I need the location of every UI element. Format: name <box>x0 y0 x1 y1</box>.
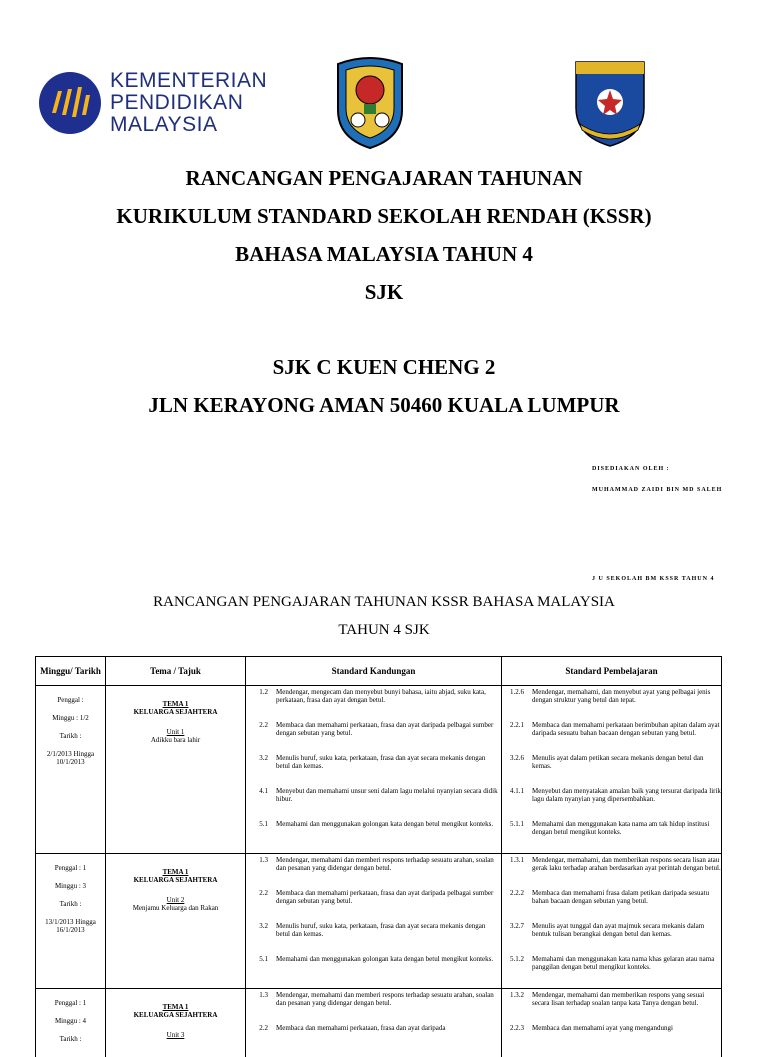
learning-text: Menulis ayat tunggal dan ayat majmuk secara mekanis dalam bentuk tulisan berangkai dengan betul dan kemas. <box>528 922 721 946</box>
table-row <box>36 686 722 854</box>
learning-standard-item <box>502 787 721 811</box>
content-code: 1.2 <box>246 688 272 712</box>
theme-title: TEMA 1 KELUARGA SEJAHTERA <box>106 1003 245 1019</box>
learning-standard-cell <box>502 686 722 854</box>
content-code: 1.3 <box>246 991 272 1015</box>
learning-code: 4.1.1 <box>502 787 528 811</box>
table-row <box>36 989 722 1057</box>
week-cell <box>36 686 106 854</box>
header-content-standard: Standard Kandungan <box>246 657 502 686</box>
content-standard-item <box>246 820 501 844</box>
content-standard-item <box>246 721 501 745</box>
content-text: Membaca dan memahami perkataan, frasa dan ayat daripada <box>272 1024 501 1048</box>
learning-standard-item <box>502 991 721 1015</box>
week-text: Tarikh : <box>36 732 105 740</box>
learning-text: Menulis ayat dalam petikan secara mekanis dengan betul dan kemas. <box>528 754 721 778</box>
table-row <box>36 854 722 989</box>
content-code: 2.2 <box>246 889 272 913</box>
crest-icon <box>330 50 410 150</box>
content-standard-item <box>246 922 501 946</box>
learning-text: Menyebut dan menyatakan amalan baik yang tersurat daripada lirik lagu dalam nyanyian yang dipersembahkan. <box>528 787 721 811</box>
content-code: 4.1 <box>246 787 272 811</box>
header-theme: Tema / Tajuk <box>106 657 246 686</box>
learning-text: Membaca dan memahami frasa dalam petikan daripada sesuatu bahan bacaan dengan sebutan yang betul. <box>528 889 721 913</box>
learning-code: 1.3.2 <box>502 991 528 1015</box>
learning-standard-item <box>502 688 721 712</box>
content-standard-item <box>246 991 501 1015</box>
kpm-logo <box>38 58 288 148</box>
header-week: Minggu/ Tarikh <box>36 657 106 686</box>
week-text: Tarikh : <box>36 1035 105 1043</box>
learning-code: 3.2.6 <box>502 754 528 778</box>
content-standard-item <box>246 955 501 979</box>
week-text: 13/1/2013 Hingga 16/1/2013 <box>36 918 105 934</box>
content-standard-cell <box>246 989 502 1057</box>
learning-text: Membaca dan memahami ayat yang mengandungi <box>528 1024 721 1048</box>
content-text: Membaca dan memahami perkataan, frasa dan ayat daripada pelbagai sumber dengan sebutan yang betul. <box>272 889 501 913</box>
week-text: Tarikh : <box>36 900 105 908</box>
learning-text: Mendengar, memahami, dan menyebut ayat yang pelbagai jenis dengan struktur yang betul dan tepat. <box>528 688 721 712</box>
content-text: Menulis huruf, suku kata, perkataan, frasa dan ayat secara mekanis dengan betul dan kemas. <box>272 754 501 778</box>
content-text: Membaca dan memahami perkataan, frasa dan ayat daripada pelbagai sumber dengan sebutan yang betul. <box>272 721 501 745</box>
rpt-table <box>35 656 722 1057</box>
title-sjk: SJK <box>0 280 768 305</box>
content-text: Mendengar, memahami dan memberi respons terhadap sesuatu arahan, soalan dan pesanan yang didengar dengan betul. <box>272 991 501 1015</box>
content-code: 5.1 <box>246 820 272 844</box>
content-text: Menulis huruf, suku kata, perkataan, frasa dan ayat secara mekanis dengan betul dan kemas. <box>272 922 501 946</box>
learning-standard-item <box>502 955 721 979</box>
week-cell <box>36 854 106 989</box>
week-text: Minggu : 1/2 <box>36 714 105 722</box>
learning-text: Mendengar, memahami, dan memberikan respons secara lisan atau gerak laku terhadap arahan berdasarkan ayat perintah dengan betul. <box>528 856 721 880</box>
logo-bar <box>0 50 768 150</box>
theme-cell <box>106 686 246 854</box>
content-standard-cell <box>246 686 502 854</box>
theme-title: TEMA 1 KELUARGA SEJAHTERA <box>106 868 245 884</box>
content-code: 3.2 <box>246 922 272 946</box>
week-cell <box>36 989 106 1057</box>
learning-code: 5.1.2 <box>502 955 528 979</box>
title-kssr: KURIKULUM STANDARD SEKOLAH RENDAH (KSSR) <box>0 204 768 229</box>
learning-code: 1.3.1 <box>502 856 528 880</box>
content-text: Memahami dan menggunakan golongan kata dengan betul mengikut konteks. <box>272 820 501 844</box>
kpm-emblem-icon <box>38 71 102 135</box>
title-subject: BAHASA MALAYSIA TAHUN 4 <box>0 242 768 267</box>
kpm-wordmark: KEMENTERIAN PENDIDIKAN MALAYSIA <box>110 70 267 136</box>
school-crest-icon <box>572 58 648 148</box>
week-text: 2/1/2013 Hingga 10/1/2013 <box>36 750 105 766</box>
unit-title: Unit 2 Menjamu Keluarga dan Rakan <box>106 896 245 912</box>
learning-code: 2.2.1 <box>502 721 528 745</box>
content-standard-item <box>246 889 501 913</box>
learning-text: Memahami dan menggunakan kata nama am tak hidup institusi dengan betul mengikut konteks. <box>528 820 721 844</box>
theme-cell <box>106 989 246 1057</box>
content-standard-item <box>246 754 501 778</box>
learning-standard-item <box>502 922 721 946</box>
theme-title: TEMA 1 KELUARGA SEJAHTERA <box>106 700 245 716</box>
content-text: Mendengar, memahami dan memberi respons terhadap sesuatu arahan, soalan dan pesanan yang didengar dengan betul. <box>272 856 501 880</box>
content-code: 2.2 <box>246 1024 272 1048</box>
content-text: Menyebut dan memahami unsur seni dalam lagu melalui nyanyian secara didik hibur. <box>272 787 501 811</box>
learning-code: 1.2.6 <box>502 688 528 712</box>
prepared-label: DISEDIAKAN OLEH : <box>592 466 670 472</box>
content-code: 3.2 <box>246 754 272 778</box>
learning-text: Memahami dan menggunakan kata nama khas gelaran atau nama panggilan dengan betul mengikut konteks. <box>528 955 721 979</box>
learning-standard-cell <box>502 854 722 989</box>
learning-standard-item <box>502 754 721 778</box>
learning-code: 5.1.1 <box>502 820 528 844</box>
doc-reference: J U SEKOLAH BM KSSR TAHUN 4 <box>592 576 714 582</box>
content-code: 2.2 <box>246 721 272 745</box>
theme-cell <box>106 854 246 989</box>
learning-standard-item <box>502 889 721 913</box>
learning-standard-item <box>502 721 721 745</box>
content-code: 1.3 <box>246 856 272 880</box>
learning-code: 3.2.7 <box>502 922 528 946</box>
header-learning-standard: Standard Pembelajaran <box>502 657 722 686</box>
table-subtitle: TAHUN 4 SJK <box>0 622 768 639</box>
week-text: Minggu : 3 <box>36 882 105 890</box>
unit-title: Unit 3 <box>106 1031 245 1039</box>
unit-title: Unit 1 Adikku bara lahir <box>106 728 245 744</box>
learning-standard-cell <box>502 989 722 1057</box>
content-text: Mendengar, mengecam dan menyebut bunyi bahasa, iaitu abjad, suku kata, perkataan, frasa dan ayat dengan betul. <box>272 688 501 712</box>
week-text: Minggu : 4 <box>36 1017 105 1025</box>
title-rpt: RANCANGAN PENGAJARAN TAHUNAN <box>0 166 768 191</box>
content-text: Memahami dan menggunakan golongan kata dengan betul mengikut konteks. <box>272 955 501 979</box>
learning-standard-item <box>502 856 721 880</box>
learning-text: Membaca dan memahami perkataan berimbuhan apitan dalam ayat daripada sesuatu bahan bacaan dengan sebutan yang betul. <box>528 721 721 745</box>
content-standard-item <box>246 688 501 712</box>
content-standard-item <box>246 787 501 811</box>
content-standard-cell <box>246 854 502 989</box>
learning-code: 2.2.3 <box>502 1024 528 1048</box>
content-code: 5.1 <box>246 955 272 979</box>
learning-code: 2.2.2 <box>502 889 528 913</box>
prepared-by: MUHAMMAD ZAIDI BIN MD SALEH <box>592 487 722 493</box>
week-text: Penggal : 1 <box>36 999 105 1007</box>
week-text: Penggal : <box>36 696 105 704</box>
content-standard-item <box>246 1024 501 1048</box>
content-standard-item <box>246 856 501 880</box>
table-title: RANCANGAN PENGAJARAN TAHUNAN KSSR BAHASA MALAYSIA <box>0 594 768 611</box>
week-text: Penggal : 1 <box>36 864 105 872</box>
learning-text: Mendengar, memahami dan memberikan respons yang sesuai secara lisan terhadap soalan tanpa kata Tanya dengan betul. <box>528 991 721 1015</box>
school-address: JLN KERAYONG AMAN 50460 KUALA LUMPUR <box>0 393 768 418</box>
school-name: SJK C KUEN CHENG 2 <box>0 355 768 380</box>
learning-standard-item <box>502 1024 721 1048</box>
learning-standard-item <box>502 820 721 844</box>
table-header-row <box>36 657 722 686</box>
